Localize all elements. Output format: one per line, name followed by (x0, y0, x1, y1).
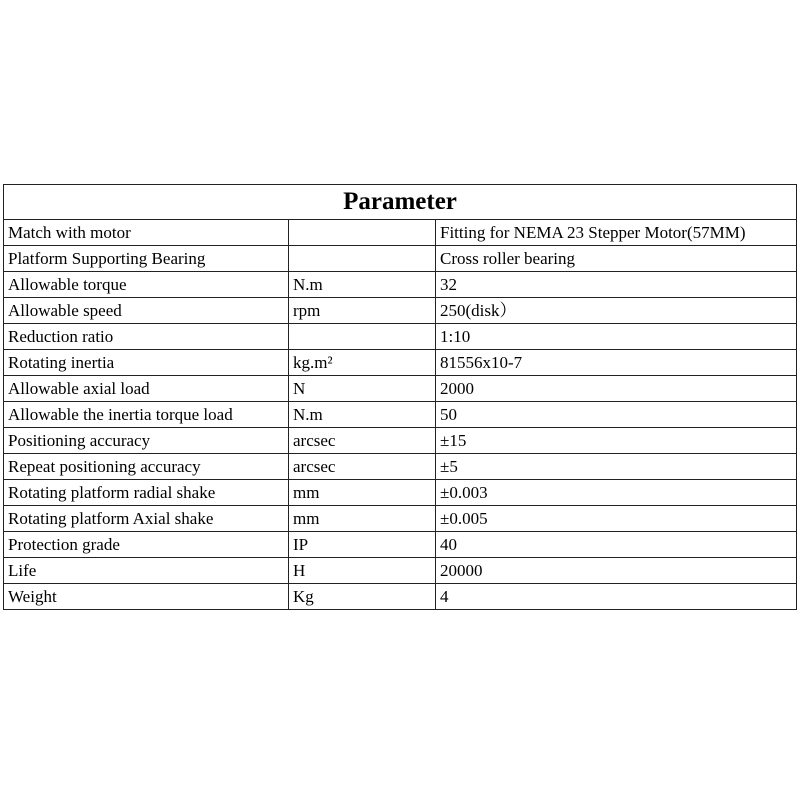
table-row (4, 376, 797, 402)
parameter-unit: mm (289, 506, 436, 532)
table-row (4, 246, 797, 272)
table-row (4, 480, 797, 506)
parameter-value: 40 (436, 532, 797, 558)
parameter-unit: N.m (289, 272, 436, 298)
table-row (4, 558, 797, 584)
parameter-name: Allowable speed (4, 298, 289, 324)
parameter-unit: N.m (289, 402, 436, 428)
parameter-name: Allowable torque (4, 272, 289, 298)
parameter-unit (289, 220, 436, 246)
parameter-table (3, 184, 797, 610)
parameter-unit (289, 324, 436, 350)
parameter-name: Rotating platform Axial shake (4, 506, 289, 532)
parameter-value: 1:10 (436, 324, 797, 350)
parameter-name: Rotating inertia (4, 350, 289, 376)
parameter-unit: mm (289, 480, 436, 506)
parameter-value: 250(disk） (436, 298, 797, 324)
table-row (4, 402, 797, 428)
parameter-value: 32 (436, 272, 797, 298)
parameter-value: ±15 (436, 428, 797, 454)
parameter-name: Reduction ratio (4, 324, 289, 350)
table-row (4, 220, 797, 246)
parameter-value: 4 (436, 584, 797, 610)
parameter-name: Repeat positioning accuracy (4, 454, 289, 480)
parameter-value: ±5 (436, 454, 797, 480)
table-row (4, 298, 797, 324)
parameter-name: Life (4, 558, 289, 584)
parameter-name: Protection grade (4, 532, 289, 558)
parameter-name: Weight (4, 584, 289, 610)
table-row (4, 506, 797, 532)
parameter-value: ±0.003 (436, 480, 797, 506)
parameter-unit: arcsec (289, 454, 436, 480)
parameter-name: Rotating platform radial shake (4, 480, 289, 506)
parameter-name: Platform Supporting Bearing (4, 246, 289, 272)
table-row (4, 584, 797, 610)
table-title: Parameter (4, 185, 797, 220)
parameter-unit: N (289, 376, 436, 402)
table-row (4, 350, 797, 376)
table-row (4, 428, 797, 454)
parameter-value: Cross roller bearing (436, 246, 797, 272)
parameter-value: 2000 (436, 376, 797, 402)
parameter-name: Match with motor (4, 220, 289, 246)
table-title-row (4, 185, 797, 220)
parameter-unit: kg.m² (289, 350, 436, 376)
parameter-unit: Kg (289, 584, 436, 610)
parameter-unit: IP (289, 532, 436, 558)
parameter-unit: H (289, 558, 436, 584)
parameter-name: Positioning accuracy (4, 428, 289, 454)
parameter-name: Allowable axial load (4, 376, 289, 402)
parameter-unit: arcsec (289, 428, 436, 454)
table-row (4, 272, 797, 298)
table-row (4, 454, 797, 480)
parameter-name: Allowable the inertia torque load (4, 402, 289, 428)
parameter-value: ±0.005 (436, 506, 797, 532)
parameter-value: Fitting for NEMA 23 Stepper Motor(57MM) (436, 220, 797, 246)
table-row (4, 324, 797, 350)
parameter-value: 81556x10-7 (436, 350, 797, 376)
parameter-unit (289, 246, 436, 272)
parameter-unit: rpm (289, 298, 436, 324)
parameter-value: 50 (436, 402, 797, 428)
parameter-table-container (3, 184, 796, 610)
parameter-value: 20000 (436, 558, 797, 584)
table-row (4, 532, 797, 558)
